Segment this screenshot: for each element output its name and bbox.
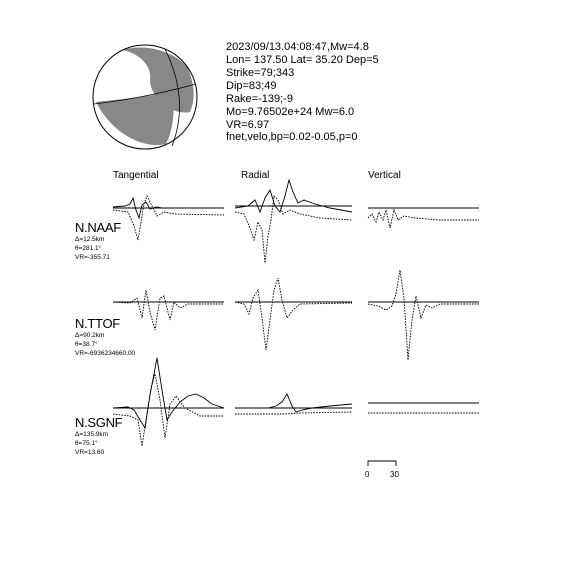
column-tangential: Tangential [113,170,159,181]
obs-sgnf-r [235,394,352,412]
station-azimuth-sgnf: θ=75.1° [75,440,98,447]
beachball [93,45,197,149]
station-distance-sgnf: Δ=135.9km [75,431,109,438]
syn-sgnf-r [235,412,352,414]
syn-ttof-t [113,290,224,330]
syn-sgnf-t [113,374,224,446]
syn-naaf-z [368,210,479,228]
syn-naaf-t [113,196,224,240]
station-distance-ttof: Δ=90.2km [75,332,105,339]
time-scale-bar [368,461,396,466]
station-vr-ttof: VR=-6936234660.00 [75,350,136,357]
obs-sgnf-t [113,358,224,428]
syn-ttof-z [368,270,479,360]
station-vr-naaf: VR=-355.71 [75,254,110,261]
scale-start-label: 0 [365,470,370,479]
waveforms [113,180,479,446]
processing-info: fnet,velo,bp=0.02-0.05,p=0 [226,131,358,143]
station-name-naaf: N.NAAF [75,220,121,235]
rake-value: Rake=-139;-9 [226,93,293,105]
column-radial: Radial [241,170,270,181]
strike-value: Strike=79;343 [226,67,295,79]
event-date: 2023/09/13.04:08:47,Mw=4.8 [226,41,369,53]
moment-value: Mo=9.76502e+24 Mw=6.0 [226,106,355,118]
station-vr-sgnf: VR=13.60 [75,449,105,456]
station-azimuth-naaf: θ=281.1° [75,245,102,252]
station-distance-naaf: Δ=12.5km [75,236,105,243]
variance-reduction: VR=6.97 [226,119,270,131]
syn-ttof-r [235,278,352,350]
station-name-ttof: N.TTOF [75,316,120,331]
scale-end-label: 30 [390,470,399,479]
station-name-sgnf: N.SGNF [75,415,123,430]
obs-naaf-r [235,180,352,212]
dip-value: Dip=83;49 [226,80,277,92]
column-vertical: Vertical [368,170,401,181]
event-location: Lon= 137.50 Lat= 35.20 Dep=5 [226,54,379,66]
station-azimuth-ttof: θ=38.7° [75,341,98,348]
